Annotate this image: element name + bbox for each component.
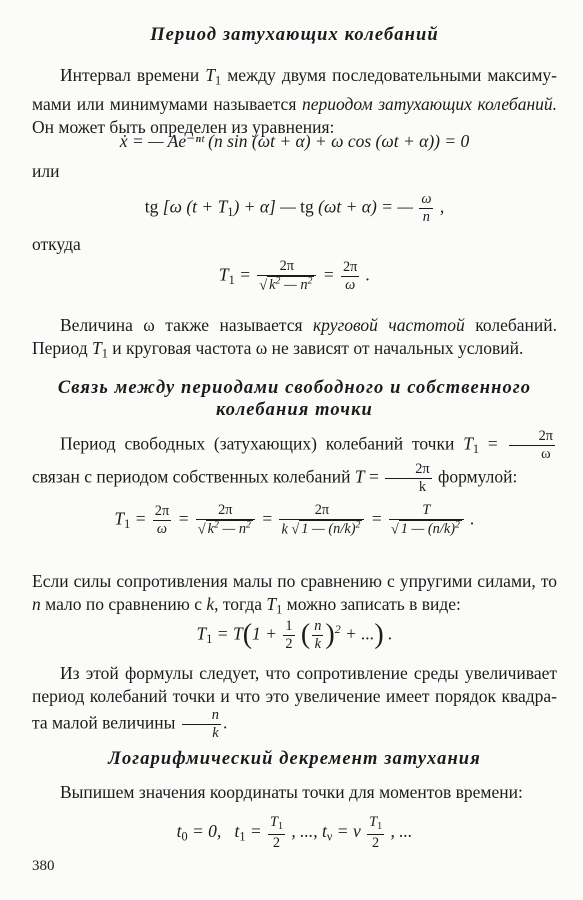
word-whence: откуда — [32, 234, 81, 254]
equation-period: $T_1$ = $\frac{2\pi}{√ k^2 — n^2}$ = $\frac{2\pi}{\omega}$ . — [218, 258, 371, 294]
section-title-log-decrement: Логарифмический декремент затухания — [108, 749, 481, 769]
equation-tangent: tg [ω $(t + T_1) + \alpha$] — tg (ωt + α) = — $\frac{\omega}{n}$ , — [144, 191, 445, 226]
paragraph-small-resistance: Если силы сопротивления малы по сравнению с упругими силами, то n мало по сравнению с k, тогда $T_1$ можно записать в виде: — [32, 571, 557, 617]
equation-time-moments: $t_0 = 0$, $t_1$ = $\frac{T_1}{2}$ , ..., $t_\nu = \nu$ $\frac{T_1}{2}$ , ... — [176, 814, 413, 851]
equation-text: ẋ = — Ae⁻ⁿᵗ (n sin (ωt + α) + ω cos (ωt + α)) = 0 — [119, 131, 470, 151]
section-title-free-vs-natural: Связь между периодами свободного и собственного колебания точки — [57, 378, 532, 420]
paragraph-circular-frequency: Величина ω также называется круговой частотой колебаний. Период $T_1$ и круговая частота ω не зависят от начальных условий. — [32, 315, 558, 361]
page-number: 380 — [32, 858, 55, 874]
paragraph-interval: Интервал времени $T_1$ между двумя последовательными максиму-мами или минимумами называется периодом затухающих колебаний. Он может быть определен из уравнения: — [32, 65, 558, 137]
paragraph-free-period: Период свободных (затухающих) колебаний точки $T_1$ = $\frac{2\pi}{\omega}$ связан с периодом собственных колебаний T = $\frac{2\pi}{k}$ формулой: — [32, 428, 553, 496]
page-content — [32, 0, 557, 900]
section-title-damped-period: Период затухающих колебаний — [150, 25, 439, 45]
paragraph-conclusion: Из этой формулы следует, что сопротивление среды увеличивает период колебаний точки и что это увеличение имеет порядок квадра- та малой величины $\frac{n}{k}$ . — [32, 663, 557, 742]
equation-series-expansion: $T_1 = T(1$ + $\frac{1}{2}$ ( $\frac{n}{k}$ )$^2$ + ...) . — [196, 617, 393, 653]
equation-velocity-zero — [32, 130, 557, 153]
word-or: или — [32, 161, 60, 181]
equation-period-relation: $T_1$ = $\frac{2\pi}{\omega}$ = $\frac{2\pi}{√ k^2 — n^2}$ = $\frac{2\pi}{k √ 1 — (n/k)^2}$ = $\frac{T}{√ 1 — (n/k)^2}$ . — [114, 502, 475, 538]
paragraph-time-moments: Выпишем значения координаты точки для моментов времени: — [60, 782, 523, 802]
